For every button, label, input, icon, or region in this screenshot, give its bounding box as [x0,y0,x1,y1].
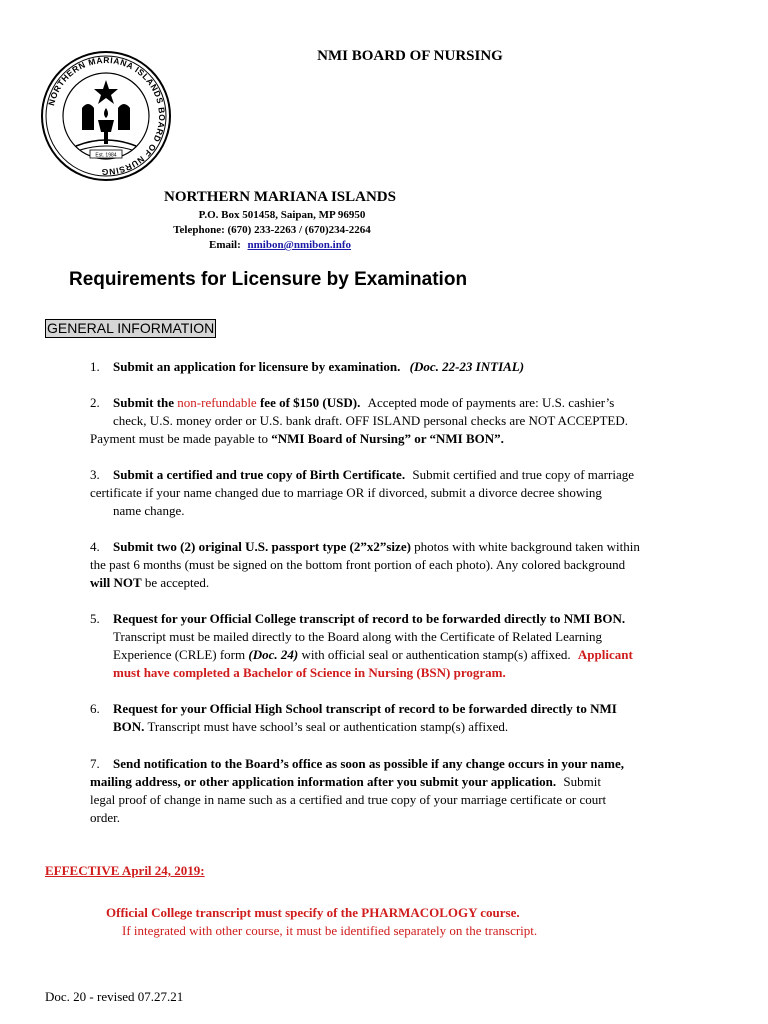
page-title: Requirements for Licensure by Examination [69,269,468,290]
email-line [0,239,560,251]
board-seal-logo [40,50,172,182]
svg-text:Est. 1984: Est. 1984 [95,152,117,159]
doc-footer: Doc. 20 - revised 07.27.21 [45,989,184,1004]
list-item-5: 5. Request for your Official College transcript of record to be forwarded directly to NMI BON. Transcript must be mailed directly to the Board along with the Certificate of Related Learning Experience (CRLE) form (Doc. 24) with official seal or authentication stamp(s) affixed. Applicant must have completed a Bachelor of Science in Nursing (BSN) program. [90,611,633,680]
telephone: Telephone: (670) 233-2263 / (670)234-2264 [173,224,371,236]
svg-text:NORTHERN MARIANA ISLANDS BOARD: NORTHERN MARIANA ISLANDS BOARD OF NURSING [46,54,168,178]
list-item-1: 1. Submit an application for licensure by examination. (Doc. 22-23 INTIAL) [90,359,525,374]
effective-line-2: If integrated with other course, it must be identified separately on the transcript. [122,923,538,938]
list-item-2: 2. Submit the non-refundable fee of $150 (USD). Accepted mode of payments are: U.S. cashier’s check, U.S. money order or U.S. bank draft. OFF ISLAND personal checks are NOT ACCEPTED. Payment must be made payable to “NMI Board of Nursing” or “NMI BON”. [90,395,628,446]
effective-line-1: Official College transcript must specify of the PHARMACOLOGY course. [106,905,520,920]
email-link[interactable]: nmibon@nmibon.info [247,239,351,251]
list-item-6: 6. Request for your Official High School transcript of record to be forwarded directly to NMI BON. Transcript must have school’s seal or authentication stamp(s) affixed. [90,701,617,734]
board-name: NMI BOARD OF NURSING [317,48,503,64]
list-item-4: 4. Submit two (2) original U.S. passport type (2”x2”size) photos with white background taken within the past 6 months (must be signed on the bottom front portion of each photo). Any colored background will NOT be accepted. [90,539,640,590]
section-heading: GENERAL INFORMATION [47,320,215,336]
email-label: Email: [209,239,241,251]
org-name: NORTHERN MARIANA ISLANDS [163,189,396,205]
list-item-3: 3. Submit a certified and true copy of Birth Certificate. Submit certified and true copy of marriage certificate if your name changed due to marriage OR if divorced, submit a divorce decree showing name change. [90,467,634,518]
list-item-7: 7. Send notification to the Board’s office as soon as possible if any change occurs in your name, mailing address, or other application information after you submit your application. Submit legal proof of change in name such as a certified and true copy of your marriage certificate or court order. [90,756,624,825]
po-box: P.O. Box 501458, Saipan, MP 96950 [198,209,366,221]
effective-heading: EFFECTIVE April 24, 2019: [45,863,205,878]
